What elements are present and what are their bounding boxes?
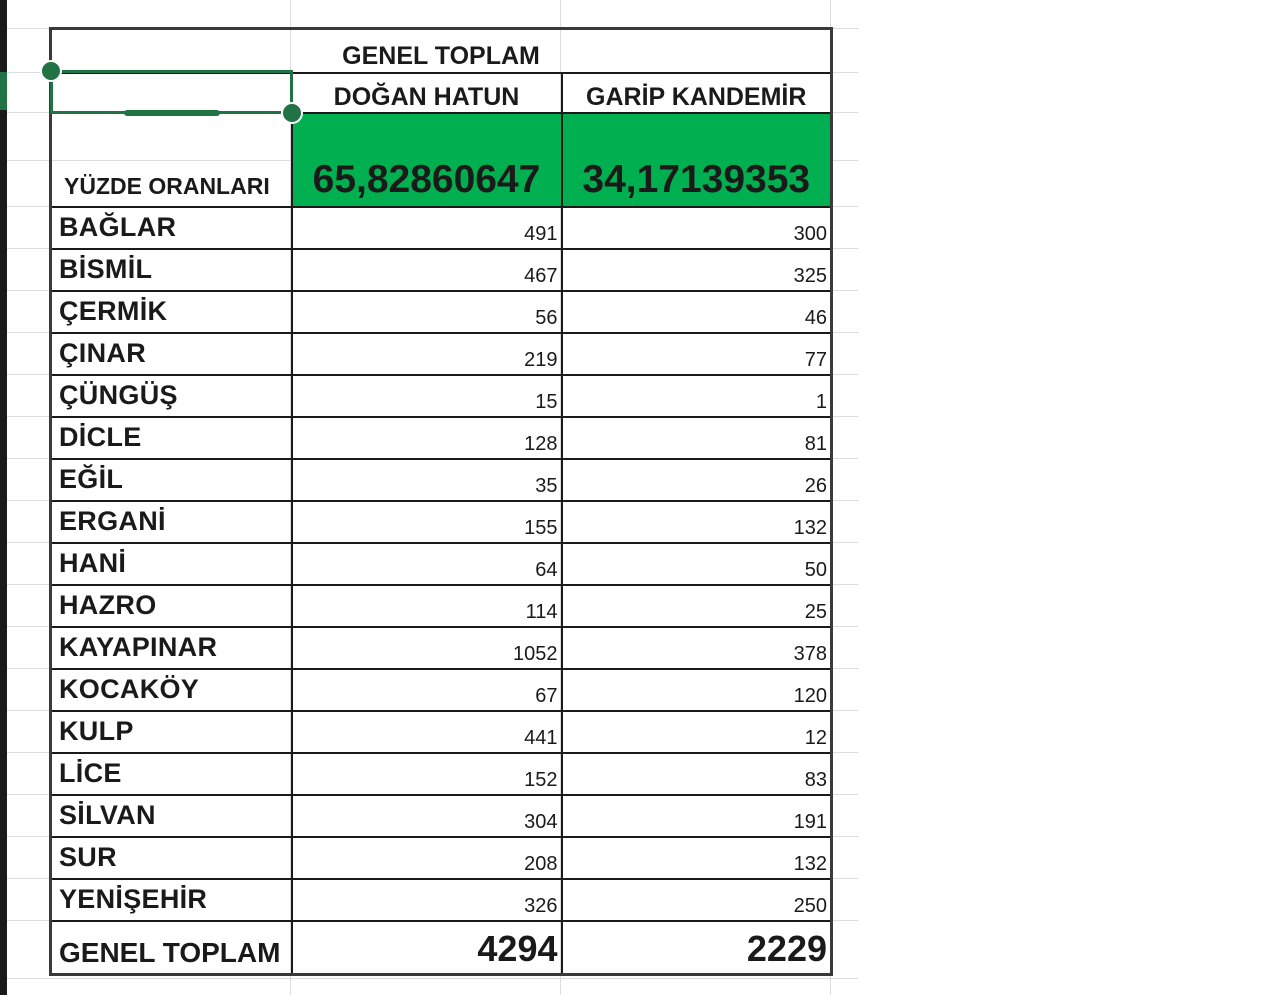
- selection-handle-top-left[interactable]: [40, 60, 62, 82]
- district-label[interactable]: SİLVAN: [51, 795, 292, 837]
- vote-count-dogan-hatun[interactable]: 1052: [292, 627, 562, 669]
- window-left-edge: [0, 0, 7, 995]
- total-value-dogan-hatun[interactable]: 4294: [292, 921, 562, 975]
- table-row: [51, 753, 832, 795]
- vote-count-garip-kandemir[interactable]: 300: [562, 207, 832, 249]
- selection-handle-bottom-right[interactable]: [281, 102, 303, 124]
- vote-count-garip-kandemir[interactable]: 132: [562, 501, 832, 543]
- vote-count-dogan-hatun[interactable]: 67: [292, 669, 562, 711]
- vote-count-garip-kandemir[interactable]: 378: [562, 627, 832, 669]
- title-row: [51, 29, 832, 73]
- table-row: [51, 459, 832, 501]
- vote-count-dogan-hatun[interactable]: 114: [292, 585, 562, 627]
- vote-count-garip-kandemir[interactable]: 1: [562, 375, 832, 417]
- vote-count-garip-kandemir[interactable]: 77: [562, 333, 832, 375]
- table-row: [51, 375, 832, 417]
- table-row: [51, 837, 832, 879]
- percent-row: [51, 113, 832, 207]
- percent-value-garip-kandemir[interactable]: 34,17139353: [562, 113, 832, 207]
- district-label[interactable]: LİCE: [51, 753, 292, 795]
- district-label[interactable]: KULP: [51, 711, 292, 753]
- total-row: [51, 921, 832, 975]
- district-label[interactable]: SUR: [51, 837, 292, 879]
- table-row: [51, 543, 832, 585]
- table-row: [51, 501, 832, 543]
- vote-count-dogan-hatun[interactable]: 15: [292, 375, 562, 417]
- vote-count-dogan-hatun[interactable]: 35: [292, 459, 562, 501]
- row-header-selected-marker: [0, 72, 7, 110]
- table-row: [51, 333, 832, 375]
- vote-count-dogan-hatun[interactable]: 441: [292, 711, 562, 753]
- table-row: [51, 879, 832, 921]
- table-row: [51, 669, 832, 711]
- total-value-garip-kandemir[interactable]: 2229: [562, 921, 832, 975]
- table-row: [51, 207, 832, 249]
- vote-count-garip-kandemir[interactable]: 325: [562, 249, 832, 291]
- district-label[interactable]: HAZRO: [51, 585, 292, 627]
- header-row: [51, 73, 832, 113]
- vote-count-dogan-hatun[interactable]: 56: [292, 291, 562, 333]
- table-row: [51, 249, 832, 291]
- vote-count-garip-kandemir[interactable]: 120: [562, 669, 832, 711]
- vote-count-garip-kandemir[interactable]: 25: [562, 585, 832, 627]
- percent-label[interactable]: YÜZDE ORANLARI: [51, 113, 292, 207]
- vote-count-dogan-hatun[interactable]: 208: [292, 837, 562, 879]
- results-table: [49, 27, 833, 976]
- vote-count-garip-kandemir[interactable]: 81: [562, 417, 832, 459]
- table-row: [51, 291, 832, 333]
- vote-count-garip-kandemir[interactable]: 132: [562, 837, 832, 879]
- district-label[interactable]: ERGANİ: [51, 501, 292, 543]
- vote-count-dogan-hatun[interactable]: 326: [292, 879, 562, 921]
- vote-count-dogan-hatun[interactable]: 219: [292, 333, 562, 375]
- gridline-horizontal: [7, 978, 858, 979]
- vote-count-garip-kandemir[interactable]: 12: [562, 711, 832, 753]
- vote-count-garip-kandemir[interactable]: 250: [562, 879, 832, 921]
- district-label[interactable]: BİSMİL: [51, 249, 292, 291]
- selection-dash-marker: [124, 110, 220, 116]
- table-title[interactable]: GENEL TOPLAM: [51, 29, 832, 73]
- table-row: [51, 711, 832, 753]
- total-label[interactable]: GENEL TOPLAM: [51, 921, 292, 975]
- vote-count-dogan-hatun[interactable]: 64: [292, 543, 562, 585]
- district-label[interactable]: DİCLE: [51, 417, 292, 459]
- vote-count-garip-kandemir[interactable]: 191: [562, 795, 832, 837]
- district-label[interactable]: KAYAPINAR: [51, 627, 292, 669]
- vote-count-dogan-hatun[interactable]: 467: [292, 249, 562, 291]
- district-label[interactable]: EĞİL: [51, 459, 292, 501]
- vote-count-dogan-hatun[interactable]: 152: [292, 753, 562, 795]
- table-row: [51, 585, 832, 627]
- district-label[interactable]: ÇERMİK: [51, 291, 292, 333]
- district-label[interactable]: KOCAKÖY: [51, 669, 292, 711]
- vote-count-dogan-hatun[interactable]: 128: [292, 417, 562, 459]
- table-row: [51, 795, 832, 837]
- vote-count-garip-kandemir[interactable]: 46: [562, 291, 832, 333]
- district-label[interactable]: BAĞLAR: [51, 207, 292, 249]
- vote-count-garip-kandemir[interactable]: 50: [562, 543, 832, 585]
- district-label[interactable]: ÇINAR: [51, 333, 292, 375]
- vote-count-dogan-hatun[interactable]: 491: [292, 207, 562, 249]
- vote-count-garip-kandemir[interactable]: 83: [562, 753, 832, 795]
- district-label[interactable]: ÇÜNGÜŞ: [51, 375, 292, 417]
- column-header-dogan-hatun[interactable]: DOĞAN HATUN: [292, 73, 562, 113]
- column-header-garip-kandemir[interactable]: GARİP KANDEMİR: [562, 73, 832, 113]
- table-row: [51, 417, 832, 459]
- vote-count-dogan-hatun[interactable]: 304: [292, 795, 562, 837]
- district-label[interactable]: HANİ: [51, 543, 292, 585]
- percent-value-dogan-hatun[interactable]: 65,82860647: [292, 113, 562, 207]
- vote-count-garip-kandemir[interactable]: 26: [562, 459, 832, 501]
- district-label[interactable]: YENİŞEHİR: [51, 879, 292, 921]
- vote-count-dogan-hatun[interactable]: 155: [292, 501, 562, 543]
- selected-empty-cell[interactable]: [51, 73, 292, 113]
- table-row: [51, 627, 832, 669]
